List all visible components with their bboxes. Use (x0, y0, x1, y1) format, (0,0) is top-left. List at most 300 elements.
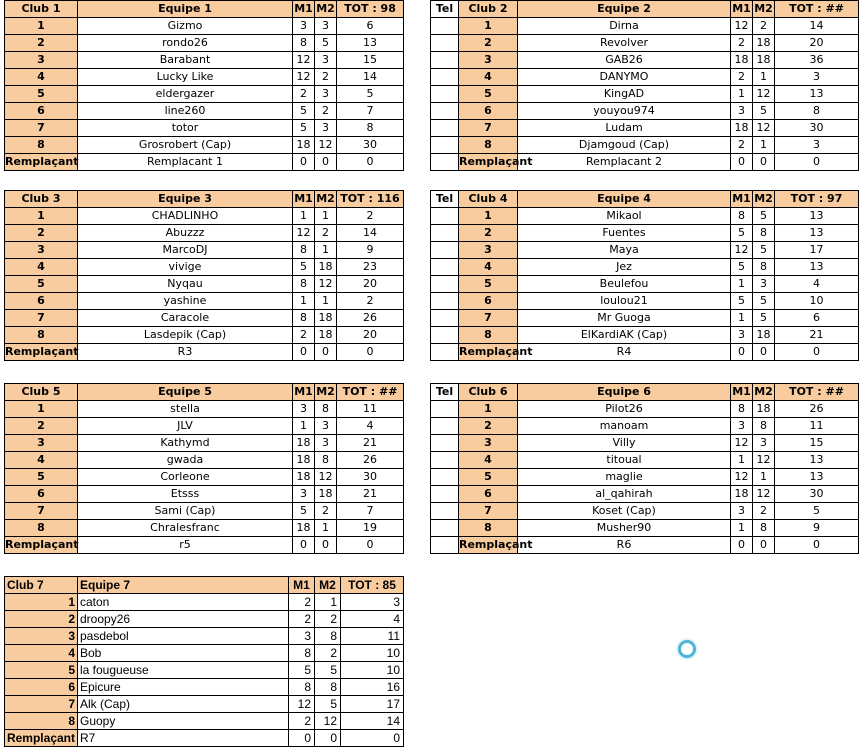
m1-score: 12 (731, 242, 753, 259)
m2-score: 2 (315, 103, 337, 120)
m2-score: 12 (315, 713, 341, 730)
player-name: Epicure (78, 679, 289, 696)
player-name: pasdebol (78, 628, 289, 645)
m2-score: 5 (753, 310, 775, 327)
player-row (431, 452, 859, 469)
m2-header: M2 (315, 384, 337, 401)
player-row (5, 225, 404, 242)
tel-cell (431, 52, 459, 69)
player-row (5, 327, 404, 344)
m1-score: 3 (731, 327, 753, 344)
m1-score: 18 (293, 137, 315, 154)
m1-score: 1 (731, 86, 753, 103)
club-5-table (4, 383, 404, 554)
player-name: Fuentes (518, 225, 731, 242)
player-row (5, 730, 404, 747)
total-score: 14 (775, 18, 859, 35)
player-rank: Remplaçant (5, 344, 78, 361)
player-name: Djamgoud (Cap) (518, 137, 731, 154)
tel-cell (431, 103, 459, 120)
m1-score: 1 (293, 208, 315, 225)
player-row (5, 103, 404, 120)
player-row (431, 418, 859, 435)
m1-score: 12 (731, 469, 753, 486)
m1-score: 2 (731, 35, 753, 52)
m2-score: 12 (753, 452, 775, 469)
player-rank: 4 (459, 259, 518, 276)
player-name: JLV (78, 418, 293, 435)
m2-score: 2 (315, 611, 341, 628)
m2-score: 5 (753, 103, 775, 120)
tel-cell (431, 344, 459, 361)
m1-score: 3 (731, 418, 753, 435)
player-rank: 8 (5, 137, 78, 154)
player-row (431, 86, 859, 103)
total-score: 7 (337, 103, 404, 120)
header-row (5, 384, 404, 401)
player-name: youyou974 (518, 103, 731, 120)
m2-score: 1 (753, 469, 775, 486)
m1-score: 5 (731, 259, 753, 276)
player-row (5, 469, 404, 486)
header-row (431, 191, 859, 208)
m1-score: 0 (293, 344, 315, 361)
m2-score: 12 (315, 276, 337, 293)
player-row (5, 696, 404, 713)
tel-cell (431, 69, 459, 86)
m1-score: 8 (293, 276, 315, 293)
m1-score: 8 (293, 310, 315, 327)
m1-score: 3 (293, 401, 315, 418)
player-rank: 1 (5, 594, 78, 611)
player-name: droopy26 (78, 611, 289, 628)
player-row (5, 344, 404, 361)
m1-score: 2 (289, 713, 315, 730)
player-rank: 5 (5, 469, 78, 486)
player-name: totor (78, 120, 293, 137)
tel-cell (431, 276, 459, 293)
m1-header: M1 (731, 1, 753, 18)
total-score: 21 (337, 486, 404, 503)
total-score: 3 (775, 137, 859, 154)
player-name: vivige (78, 259, 293, 276)
total-score: 16 (341, 679, 404, 696)
player-rank: 5 (5, 86, 78, 103)
total-header: TOT : 98 (337, 1, 404, 18)
team-name: Equipe 6 (518, 384, 731, 401)
tel-header: Tel (431, 1, 459, 18)
player-rank: 8 (5, 713, 78, 730)
total-score: 26 (337, 452, 404, 469)
team-name: Equipe 4 (518, 191, 731, 208)
total-score: 3 (341, 594, 404, 611)
player-name: CHADLINHO (78, 208, 293, 225)
m1-score: 18 (731, 120, 753, 137)
player-name: maglie (518, 469, 731, 486)
player-rank: 6 (459, 293, 518, 310)
player-rank: 1 (5, 18, 78, 35)
player-row (5, 310, 404, 327)
player-name: Beulefou (518, 276, 731, 293)
player-rank: 3 (5, 628, 78, 645)
player-rank: 5 (5, 276, 78, 293)
player-rank: 4 (5, 645, 78, 662)
total-score: 0 (775, 344, 859, 361)
player-row (431, 327, 859, 344)
total-score: 11 (775, 418, 859, 435)
player-rank: 6 (459, 103, 518, 120)
player-name: Lucky Like (78, 69, 293, 86)
player-row (431, 103, 859, 120)
player-row (5, 645, 404, 662)
team-name: Equipe 2 (518, 1, 731, 18)
player-name: r5 (78, 537, 293, 554)
club-3-table (4, 190, 404, 361)
total-score: 30 (775, 120, 859, 137)
player-rank: 8 (5, 327, 78, 344)
team-name: Equipe 7 (78, 577, 289, 594)
player-name: rondo26 (78, 35, 293, 52)
player-rank: Remplaçant (5, 154, 78, 171)
m1-score: 12 (731, 435, 753, 452)
player-row (5, 154, 404, 171)
total-score: 11 (337, 401, 404, 418)
total-score: 30 (337, 137, 404, 154)
m1-score: 5 (293, 120, 315, 137)
player-rank: 3 (5, 435, 78, 452)
total-score: 20 (337, 327, 404, 344)
m2-header: M2 (315, 577, 341, 594)
player-name: R4 (518, 344, 731, 361)
m2-score: 8 (753, 225, 775, 242)
player-name: Villy (518, 435, 731, 452)
player-name: Gizmo (78, 18, 293, 35)
tel-cell (431, 35, 459, 52)
player-row (5, 137, 404, 154)
player-rank: 6 (5, 103, 78, 120)
player-rank: 2 (459, 225, 518, 242)
player-name: Nyqau (78, 276, 293, 293)
total-score: 30 (337, 469, 404, 486)
m2-score: 5 (753, 242, 775, 259)
m2-score: 8 (315, 452, 337, 469)
player-row (431, 208, 859, 225)
m2-score: 0 (315, 730, 341, 747)
total-score: 26 (775, 401, 859, 418)
m2-score: 18 (753, 35, 775, 52)
m1-score: 3 (293, 18, 315, 35)
player-name: gwada (78, 452, 293, 469)
player-rank: 3 (459, 242, 518, 259)
total-score: 6 (775, 310, 859, 327)
player-name: caton (78, 594, 289, 611)
player-row (431, 276, 859, 293)
player-row (431, 537, 859, 554)
m1-score: 0 (289, 730, 315, 747)
m2-score: 12 (315, 137, 337, 154)
m2-score: 18 (315, 310, 337, 327)
total-score: 4 (775, 276, 859, 293)
m2-score: 2 (753, 18, 775, 35)
player-row (5, 713, 404, 730)
player-row (5, 611, 404, 628)
total-score: 26 (337, 310, 404, 327)
player-name: stella (78, 401, 293, 418)
m1-score: 5 (731, 225, 753, 242)
player-row (5, 276, 404, 293)
player-rank: 2 (5, 35, 78, 52)
m1-header: M1 (293, 384, 315, 401)
club-name: Club 1 (5, 1, 78, 18)
tel-cell (431, 537, 459, 554)
club-name: Club 3 (5, 191, 78, 208)
loading-spinner-icon (678, 640, 696, 658)
player-rank: 7 (459, 503, 518, 520)
tel-cell (431, 242, 459, 259)
m1-score: 2 (731, 137, 753, 154)
tel-cell (431, 137, 459, 154)
m2-score: 3 (315, 120, 337, 137)
m2-score: 2 (315, 69, 337, 86)
tel-header: Tel (431, 191, 459, 208)
player-row (431, 120, 859, 137)
m1-score: 1 (731, 310, 753, 327)
player-name: Pilot26 (518, 401, 731, 418)
player-row (5, 537, 404, 554)
total-score: 4 (337, 418, 404, 435)
player-rank: 6 (5, 293, 78, 310)
tel-cell (431, 486, 459, 503)
total-score: 13 (775, 225, 859, 242)
total-score: 5 (775, 503, 859, 520)
player-row (431, 154, 859, 171)
player-name: Abuzzz (78, 225, 293, 242)
player-name: Dirna (518, 18, 731, 35)
m2-score: 8 (753, 259, 775, 276)
m2-score: 18 (753, 327, 775, 344)
player-row (431, 310, 859, 327)
total-score: 13 (775, 452, 859, 469)
player-rank: 7 (5, 696, 78, 713)
total-score: 8 (337, 120, 404, 137)
player-name: Jez (518, 259, 731, 276)
player-rank: 1 (5, 401, 78, 418)
club-name: Club 2 (459, 1, 518, 18)
player-name: Bob (78, 645, 289, 662)
total-score: 15 (337, 52, 404, 69)
player-rank: 7 (5, 120, 78, 137)
player-name: Sami (Cap) (78, 503, 293, 520)
total-score: 14 (341, 713, 404, 730)
total-score: 14 (337, 69, 404, 86)
player-rank: 5 (459, 469, 518, 486)
m1-score: 1 (731, 520, 753, 537)
player-row (5, 293, 404, 310)
player-name: Mr Guoga (518, 310, 731, 327)
m2-header: M2 (753, 1, 775, 18)
player-row (5, 520, 404, 537)
player-name: line260 (78, 103, 293, 120)
m2-score: 0 (315, 344, 337, 361)
player-row (5, 486, 404, 503)
player-rank: Remplaçant (459, 154, 518, 171)
m2-score: 3 (753, 435, 775, 452)
m1-score: 18 (293, 469, 315, 486)
m2-score: 18 (753, 52, 775, 69)
m1-score: 12 (293, 69, 315, 86)
club-name: Club 7 (5, 577, 78, 594)
player-row (5, 259, 404, 276)
player-name: Koset (Cap) (518, 503, 731, 520)
player-row (5, 69, 404, 86)
m1-score: 3 (731, 103, 753, 120)
total-score: 15 (775, 435, 859, 452)
club-name: Club 5 (5, 384, 78, 401)
total-score: 0 (337, 154, 404, 171)
player-name: al_qahirah (518, 486, 731, 503)
player-name: Remplacant 1 (78, 154, 293, 171)
m1-score: 8 (289, 645, 315, 662)
player-name: Barabant (78, 52, 293, 69)
total-score: 13 (337, 35, 404, 52)
player-row (5, 679, 404, 696)
m2-header: M2 (315, 1, 337, 18)
player-row (431, 293, 859, 310)
total-score: 19 (337, 520, 404, 537)
player-rank: 3 (459, 435, 518, 452)
club-1-table (4, 0, 404, 171)
m2-score: 2 (753, 503, 775, 520)
player-name: DANYMO (518, 69, 731, 86)
player-row (5, 401, 404, 418)
m2-score: 12 (753, 486, 775, 503)
m1-score: 18 (293, 520, 315, 537)
m2-score: 0 (315, 537, 337, 554)
player-rank: 8 (5, 520, 78, 537)
player-name: Grosrobert (Cap) (78, 137, 293, 154)
m2-score: 3 (315, 418, 337, 435)
player-name: GAB26 (518, 52, 731, 69)
total-score: 6 (337, 18, 404, 35)
player-rank: 4 (5, 259, 78, 276)
m1-score: 3 (293, 486, 315, 503)
tel-cell (431, 503, 459, 520)
m2-score: 3 (315, 52, 337, 69)
m1-score: 0 (731, 344, 753, 361)
total-header: TOT : ## (775, 384, 859, 401)
m1-score: 5 (293, 503, 315, 520)
m1-score: 0 (731, 154, 753, 171)
player-name: eldergazer (78, 86, 293, 103)
m1-score: 1 (731, 276, 753, 293)
player-name: Alk (Cap) (78, 696, 289, 713)
player-name: MarcoDJ (78, 242, 293, 259)
m2-header: M2 (753, 384, 775, 401)
player-row (431, 435, 859, 452)
total-score: 0 (341, 730, 404, 747)
player-name: Guopy (78, 713, 289, 730)
m1-score: 18 (731, 486, 753, 503)
player-rank: 2 (459, 418, 518, 435)
club-2-table (430, 0, 859, 171)
player-rank: 3 (5, 52, 78, 69)
player-name: Mikaol (518, 208, 731, 225)
player-row (431, 52, 859, 69)
m2-score: 18 (753, 401, 775, 418)
total-header: TOT : 97 (775, 191, 859, 208)
player-row (431, 242, 859, 259)
team-name: Equipe 3 (78, 191, 293, 208)
player-rank: 8 (459, 137, 518, 154)
player-rank: 1 (5, 208, 78, 225)
m2-score: 12 (753, 86, 775, 103)
total-score: 13 (775, 86, 859, 103)
player-rank: 4 (5, 452, 78, 469)
total-score: 20 (775, 35, 859, 52)
total-score: 23 (337, 259, 404, 276)
m1-header: M1 (731, 384, 753, 401)
tel-cell (431, 418, 459, 435)
m2-score: 3 (315, 86, 337, 103)
player-rank: 4 (5, 69, 78, 86)
player-rank: 2 (5, 225, 78, 242)
m2-score: 8 (753, 520, 775, 537)
player-rank: 2 (5, 418, 78, 435)
m1-score: 3 (289, 628, 315, 645)
total-score: 2 (337, 293, 404, 310)
m1-score: 18 (293, 435, 315, 452)
player-rank: 6 (5, 486, 78, 503)
player-row (431, 18, 859, 35)
player-name: R7 (78, 730, 289, 747)
header-row (431, 1, 859, 18)
total-score: 10 (775, 293, 859, 310)
player-name: ElKardiAK (Cap) (518, 327, 731, 344)
player-name: Chralesfranc (78, 520, 293, 537)
m1-score: 1 (293, 293, 315, 310)
m2-header: M2 (753, 191, 775, 208)
player-name: Lasdepik (Cap) (78, 327, 293, 344)
total-header: TOT : ## (337, 384, 404, 401)
player-row (431, 503, 859, 520)
total-score: 2 (337, 208, 404, 225)
tel-cell (431, 310, 459, 327)
player-rank: 7 (459, 120, 518, 137)
player-name: Maya (518, 242, 731, 259)
player-rank: 2 (459, 35, 518, 52)
tel-cell (431, 120, 459, 137)
m2-score: 5 (315, 696, 341, 713)
player-row (5, 52, 404, 69)
player-rank: 6 (5, 679, 78, 696)
player-row (431, 137, 859, 154)
player-rank: 8 (459, 520, 518, 537)
player-row (431, 401, 859, 418)
player-name: Caracole (78, 310, 293, 327)
m1-score: 12 (293, 52, 315, 69)
player-row (5, 208, 404, 225)
player-rank: 1 (459, 208, 518, 225)
player-name: R6 (518, 537, 731, 554)
tel-cell (431, 293, 459, 310)
player-name: R3 (78, 344, 293, 361)
m1-score: 8 (293, 242, 315, 259)
m2-score: 3 (315, 435, 337, 452)
player-row (5, 120, 404, 137)
player-name: Etsss (78, 486, 293, 503)
player-row (5, 435, 404, 452)
total-score: 13 (775, 469, 859, 486)
